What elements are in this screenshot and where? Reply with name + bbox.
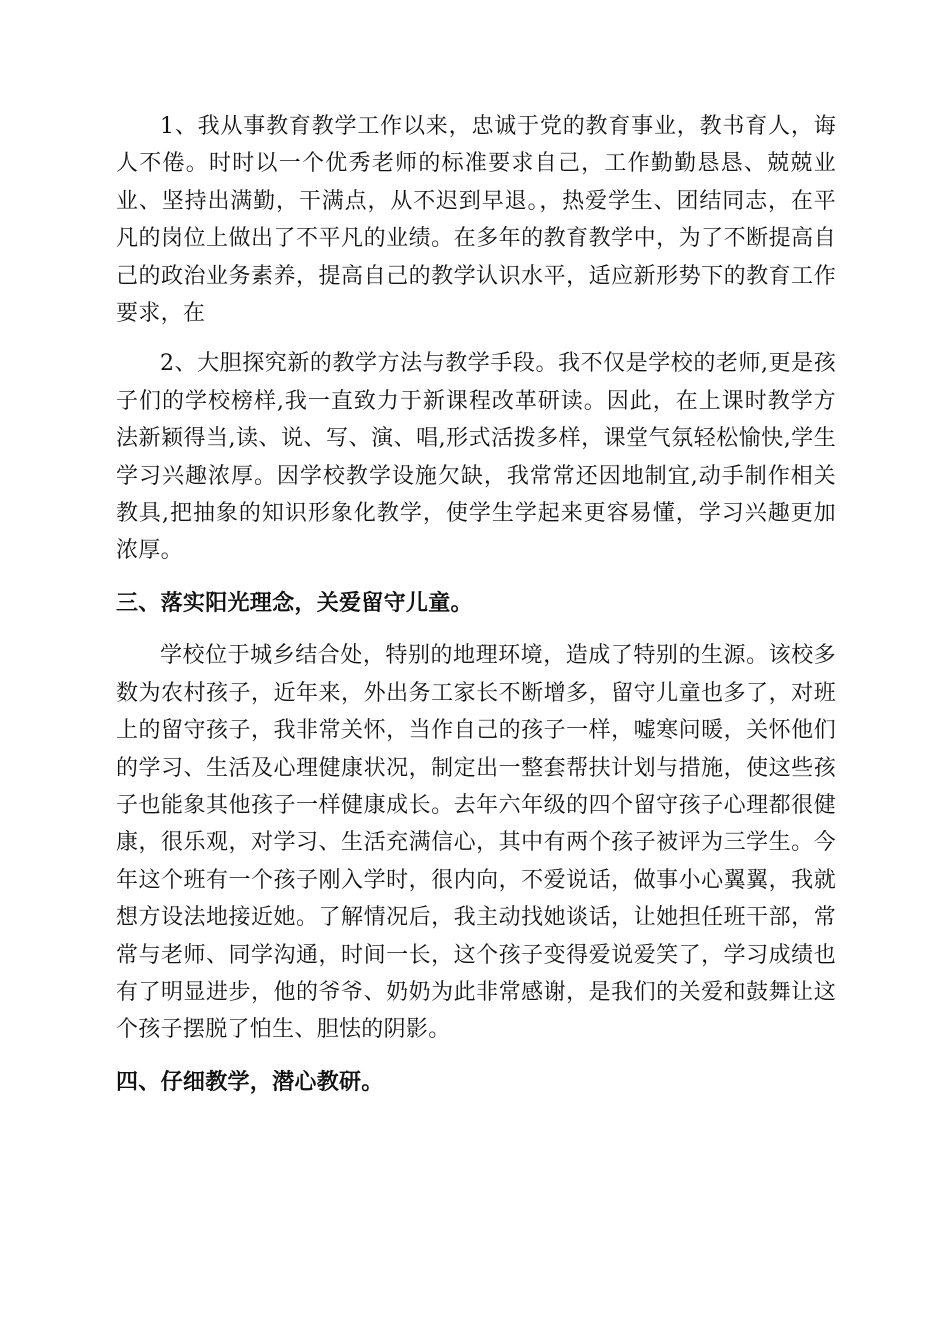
paragraph-3: 学校位于城乡结合处，特别的地理环境，造成了特别的生源。该校多数为农村孩子，近年来，外出务工家长不断增多，留守儿童也多了，对班上的留守孩子，我非常关怀，当作自己的孩子一样，嘘寒问暖，关怀他们的学习、生活及心理健康状况，制定出一整套帮扶计划与措施，使这些孩子也能象其他孩子一样健康成长。去年六年级的四个留守孩子心理都很健康，很乐观，对学习、生活充满信心，其中有两个孩子被评为三学生。今年这个班有一个孩子刚入学时，很内向，不爱说话，做事小心翼翼，我就想方设法地接近她。了解情况后，我主动找她谈话，让她担任班干部，常常与老师、同学沟通，时间一长，这个孩子变得爱说爱笑了，学习成绩也有了明显进步，他的爷爷、奶奶为此非常感谢，是我们的关爱和鼓舞让这个孩子摆脱了怕生、胆怯的阴影。 — [116, 643, 836, 1043]
section-heading-3: 三、落实阳光理念，关爱留守儿童。 — [116, 589, 473, 616]
paragraph-2: 2、大胆探究新的教学方法与教学手段。我不仅是学校的老师,更是孩子们的学校榜样,我一直致力于新课程改革研读。因此，在上课时教学方法新颖得当,读、说、写、演、唱,形式活拨多样，课堂气氛轻松愉快,学生学习兴趣浓厚。因学校教学设施欠缺，我常常还因地制宜,动手制作相关教具,把抽象的知识形象化教学，使学生学起来更容易懂，学习兴趣更加浓厚。 — [116, 351, 836, 564]
section-heading-4: 四、仔细教学，潜心教研。 — [116, 1068, 384, 1095]
paragraph-1: 1、我从事教育教学工作以来，忠诚于党的教育事业，教书育人，诲人不倦。时时以一个优秀老师的标准要求自己，工作勤勤恳恳、兢兢业业、坚持出满勤，干满点，从不迟到早退。，热爱学生、团结同志，在平凡的岗位上做出了不平凡的业绩。在多年的教育教学中，为了不断提高自己的政治业务素养，提高自己的教学认识水平，适应新形势下的教育工作要求，在 — [116, 114, 836, 327]
document-page — [116, 108, 836, 1101]
